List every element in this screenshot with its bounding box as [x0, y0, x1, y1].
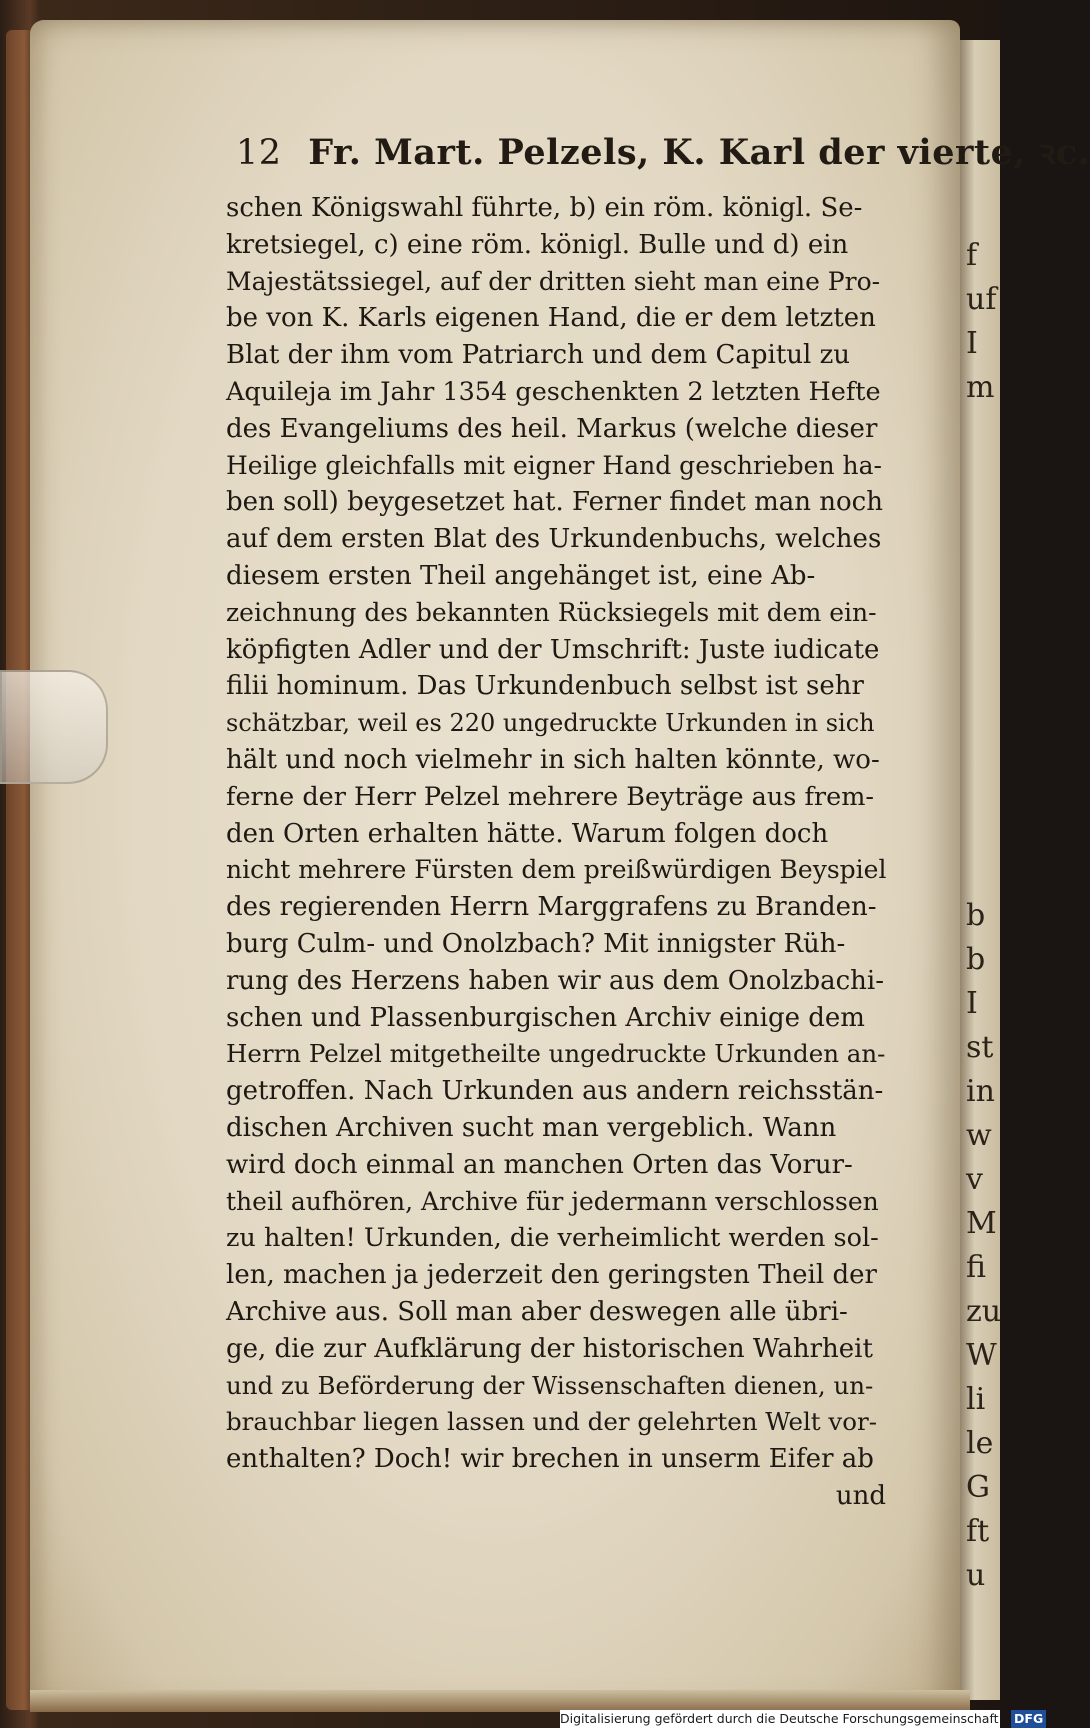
page-number: 12: [236, 133, 282, 173]
text-line: des regierenden Herrn Marggrafens zu Branden-: [226, 892, 877, 923]
text-line: wird doch einmal an manchen Orten das Vorur-: [226, 1149, 853, 1180]
text-line: zeichnung des bekannten Rücksiegels mit dem ein-: [226, 597, 877, 627]
text-line: Heilige gleichfalls mit eigner Hand geschrieben ha-: [226, 450, 882, 480]
digitization-footer: [560, 1710, 1044, 1728]
text-line: und zu Beförderung der Wissenschaften dienen, un-: [226, 1370, 874, 1400]
text-line: len, machen ja jederzeit den geringsten Theil der: [226, 1260, 877, 1291]
text-line: schen und Plassenburgischen Archiv einige dem: [226, 1002, 865, 1033]
next-page-edge: [958, 40, 1000, 1700]
dfg-logo: DFG: [1011, 1710, 1046, 1728]
running-header: [236, 128, 1090, 178]
text-line: zu halten! Urkunden, die verheimlicht werden sol-: [226, 1223, 879, 1254]
footer-credit: Digitalisierung gefördert durch die Deutsche Forschungsgemeinschaft -: [560, 1711, 1008, 1726]
page-bottom-edge: [30, 1690, 970, 1712]
text-line: nicht mehrere Fürsten dem preißwürdigen Beyspiel: [226, 855, 887, 885]
text-line: diesem ersten Theil angehänget ist, eine Ab-: [226, 560, 816, 591]
text-line: enthalten? Doch! wir brechen in unserm Eifer ab: [226, 1444, 874, 1475]
text-line: burg Culm- und Onolzbach? Mit innigster Rüh-: [226, 928, 846, 959]
text-line: ge, die zur Aufklärung der historischen Wahrheit: [226, 1333, 873, 1364]
body-text: [226, 190, 886, 1515]
text-line: kretsiegel, c) eine röm. königl. Bulle und d) ein: [226, 229, 849, 260]
text-line: dischen Archiven sucht man vergeblich. Wann: [226, 1112, 837, 1143]
text-line: theil aufhören, Archive für jedermann verschlossen: [226, 1186, 879, 1216]
text-line: Herrn Pelzel mitgetheilte ungedruckte Urkunden an-: [226, 1039, 886, 1069]
text-line: rung des Herzens haben wir aus dem Onolzbachi-: [226, 965, 885, 996]
text-line: köpfigten Adler und der Umschrift: Juste iudicate: [226, 634, 880, 665]
text-line: den Orten erhalten hätte. Warum folgen doch: [226, 818, 829, 849]
text-line: des Evangeliums des heil. Markus (welche dieser: [226, 413, 878, 444]
text-line: Blat der ihm vom Patriarch und dem Capitul zu: [226, 340, 851, 371]
running-title: Fr. Mart. Pelzels, K. Karl der vierte, ꝛc.: [308, 132, 1090, 173]
text-line: Archive aus. Soll man aber deswegen alle übri-: [226, 1296, 848, 1327]
catchword: und: [835, 1480, 886, 1511]
text-line: getroffen. Nach Urkunden aus andern reichsstän-: [226, 1076, 884, 1107]
text-line: schätzbar, weil es 220 ungedruckte Urkunden in sich: [226, 709, 875, 738]
text-line: filii hominum. Das Urkundenbuch selbst ist sehr: [226, 671, 864, 702]
text-line: hält und noch vielmehr in sich halten könnte, wo-: [226, 744, 880, 775]
text-line: Majestätssiegel, auf der dritten sieht man eine Pro-: [226, 266, 881, 296]
page-clip: [0, 670, 108, 784]
text-line: brauchbar liegen lassen und der gelehrten Welt vor-: [226, 1407, 878, 1437]
text-line: schen Königswahl führte, b) ein röm. königl. Se-: [226, 193, 863, 223]
text-line: auf dem ersten Blat des Urkundenbuchs, welches: [226, 524, 882, 555]
text-line: Aquileja im Jahr 1354 geschenkten 2 letzten Hefte: [226, 376, 881, 407]
next-page-fragments: f uf I m b b I st in w v M fi zu W li le G ft u: [966, 238, 1002, 1593]
text-line: ferne der Herr Pelzel mehrere Beyträge aus frem-: [226, 781, 874, 812]
text-line: ben soll) beygesetzet hat. Ferner findet man noch: [226, 487, 883, 518]
text-line: be von K. Karls eigenen Hand, die er dem letzten: [226, 303, 876, 334]
